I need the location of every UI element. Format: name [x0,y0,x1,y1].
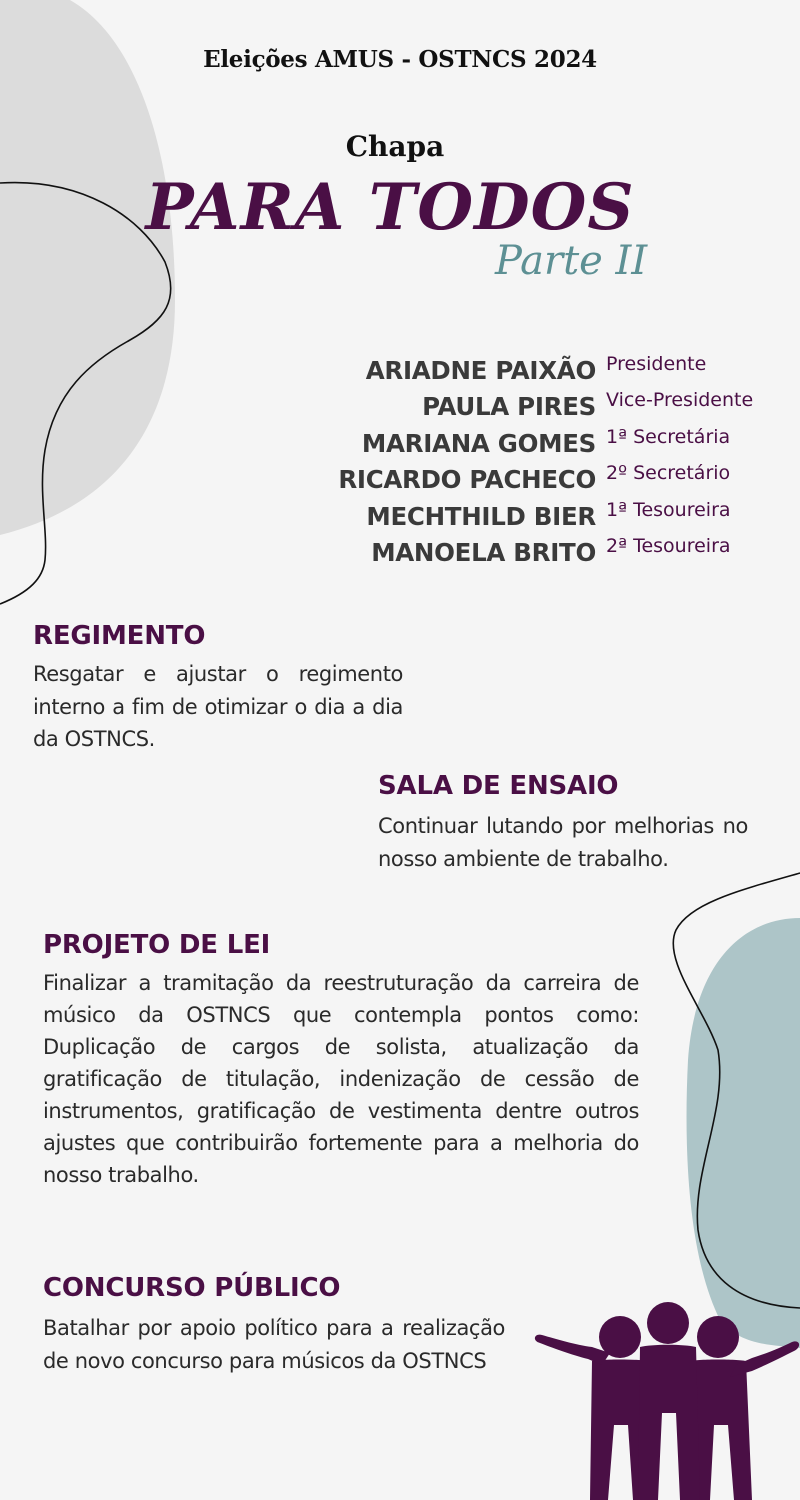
projeto-heading: PROJETO DE LEI [43,930,271,960]
sala-text: Continuar lutando por melhorias no nosso ambiente de trabalho. [378,814,748,871]
concurso-heading: CONCURSO PÚBLICO [43,1273,341,1303]
member-role: 1ª Tesoureira [606,498,731,521]
regimento-heading: REGIMENTO [33,621,206,651]
member-role: 1ª Secretária [606,425,731,448]
part-label: Parte II [495,238,648,284]
members-list [250,353,754,574]
gray-blob [0,0,175,535]
regimento-text: Resgatar e ajustar o regimento interno a fim de otimizar o dia a dia da OSTNCS. [33,662,403,751]
concurso-text: Batalhar por apoio político para a realização de novo concurso para músicos da OSTNCS [43,1316,505,1373]
election-title: Eleições AMUS - OSTNCS 2024 [203,46,597,73]
chapa-label: Chapa [345,130,445,163]
group-of-people-icon [530,1295,800,1500]
member-name: MARIANA GOMES [361,428,596,458]
member-row [250,498,753,538]
projeto-text: Finalizar a tramitação da reestruturação da carreira de músico da OSTNCS que contempla pontos como: Duplicação de cargos de solista, atualização da gratificação de titulação, indenização de cessão de instrumentos, gratificação de vestimenta dentre outros ajustes que contribuirão fortemente para a melhoria do nosso trabalho. [43,971,639,1187]
member-row [250,534,753,574]
member-role: 2ª Tesoureira [606,534,731,557]
member-role: 2º Secretário [606,462,731,485]
member-name: RICARDO PACHECO [338,465,596,495]
member-name: MECHTHILD BIER [366,501,596,531]
teal-blob [687,918,800,1348]
slate-name: PARA TODOS [145,170,635,245]
member-role: Presidente [606,353,707,375]
member-name: ARIADNE PAIXÃO [365,356,596,385]
member-name: PAULA PIRES [422,392,596,422]
member-row [250,462,753,501]
member-row [250,425,753,465]
member-name: MANOELA BRITO [371,537,596,567]
member-role: Vice-Presidente [606,389,754,412]
member-row [250,389,754,428]
member-row [250,353,753,392]
sala-heading: SALA DE ENSAIO [378,771,619,801]
